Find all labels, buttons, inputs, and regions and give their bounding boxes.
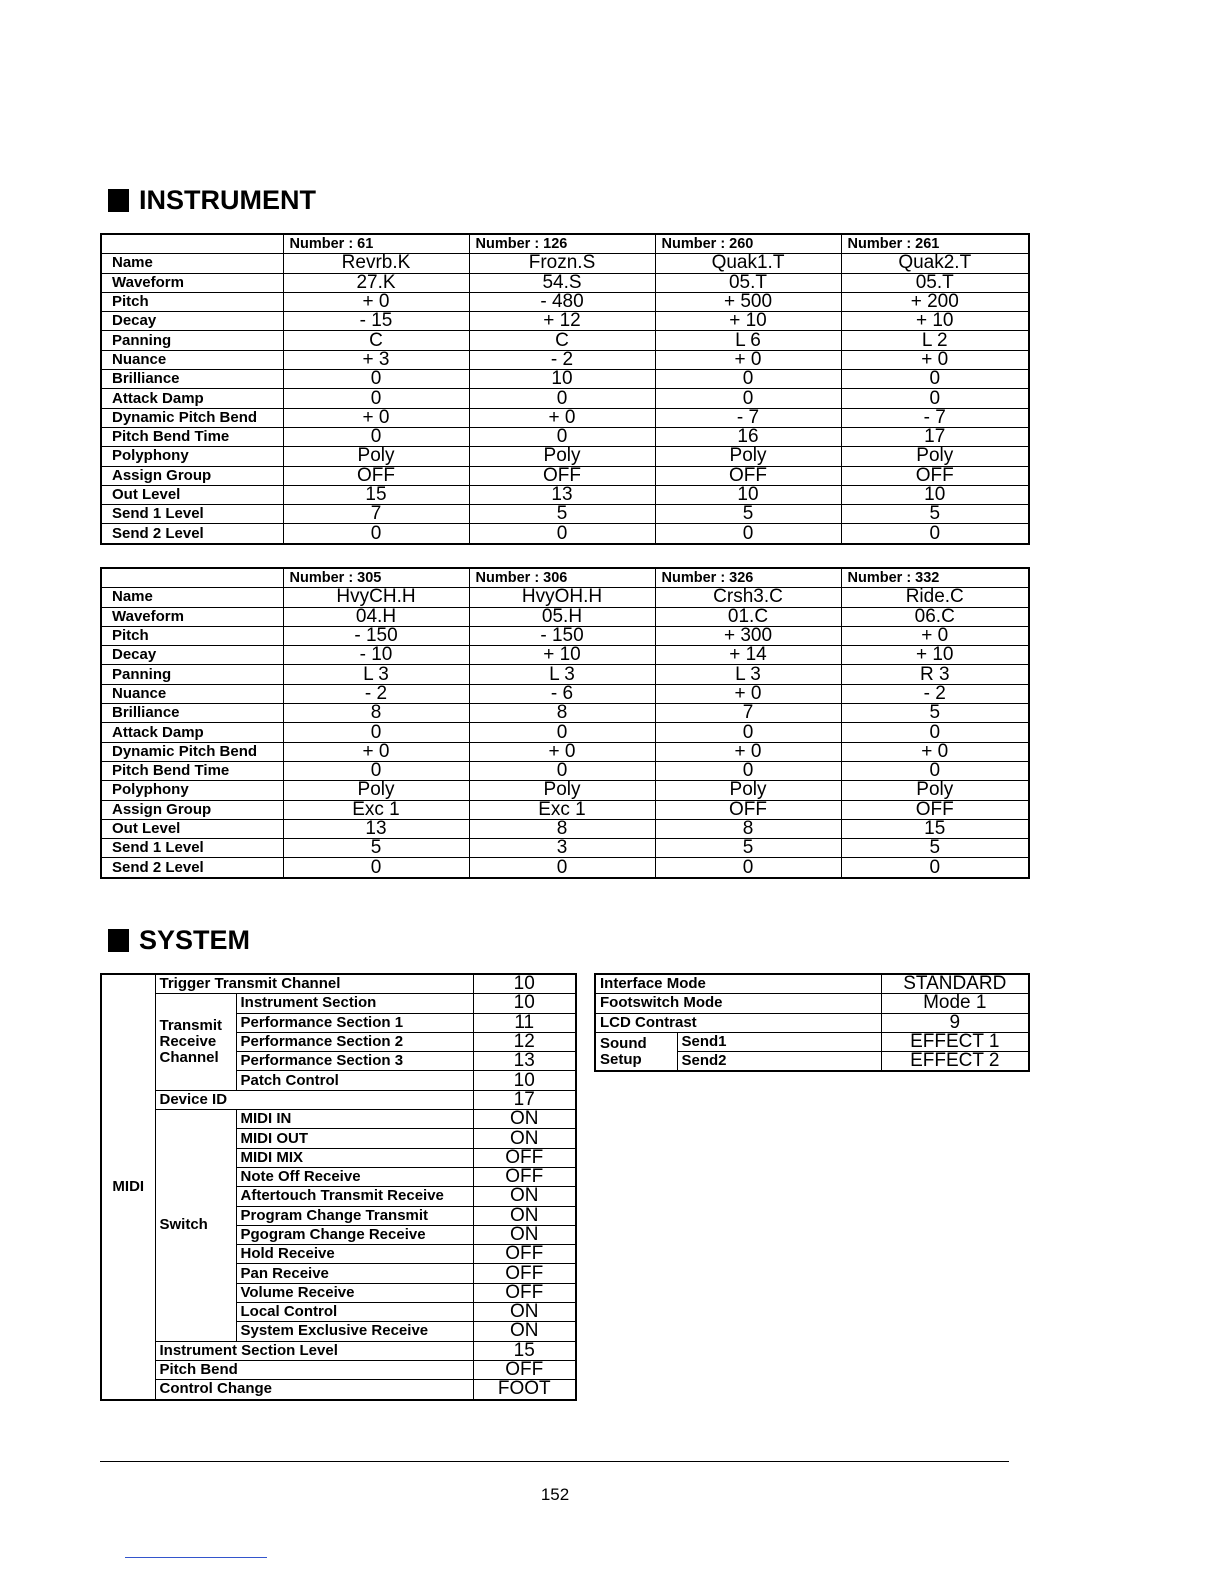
setting-label: Device ID: [155, 1090, 473, 1109]
table-row: [595, 1013, 1029, 1032]
table-row: [101, 408, 1029, 427]
table-row: [101, 607, 1029, 626]
sound-setup-group: Sound Setup: [595, 1032, 677, 1071]
parameter-value: Crsh3.C: [655, 588, 841, 607]
parameter-label: Dynamic Pitch Bend: [101, 408, 283, 427]
midi-settings-table: [100, 973, 577, 1401]
parameter-label: Decay: [101, 312, 283, 331]
parameter-value: 27.K: [283, 273, 469, 292]
table-row: [101, 704, 1029, 723]
parameter-value: - 7: [655, 408, 841, 427]
parameter-label: Name: [101, 254, 283, 273]
parameter-value: 7: [655, 704, 841, 723]
setting-label: Interface Mode: [595, 974, 881, 994]
setting-value: 13: [473, 1052, 576, 1071]
setting-value: FOOT: [473, 1380, 576, 1400]
table-row: [101, 1341, 576, 1360]
parameter-value: 8: [469, 704, 655, 723]
setting-label: Volume Receive: [236, 1283, 473, 1302]
parameter-value: - 10: [283, 646, 469, 665]
parameter-label: Decay: [101, 646, 283, 665]
parameter-value: + 500: [655, 292, 841, 311]
table-row: [101, 466, 1029, 485]
parameter-value: 0: [841, 858, 1029, 878]
setting-value: ON: [473, 1303, 576, 1322]
parameter-label: Pitch: [101, 626, 283, 645]
parameter-value: R 3: [841, 665, 1029, 684]
page-number: 152: [540, 1485, 570, 1504]
column-number-header: Number : 326: [655, 568, 841, 588]
setting-label: Footswitch Mode: [595, 994, 881, 1013]
parameter-value: C: [283, 331, 469, 350]
column-number-header: Number : 305: [283, 568, 469, 588]
parameter-value: 15: [283, 485, 469, 504]
table-row: [101, 723, 1029, 742]
table-row: [101, 331, 1029, 350]
parameter-label: Polyphony: [101, 781, 283, 800]
parameter-value: - 7: [841, 408, 1029, 427]
bottom-link-rule: [125, 1557, 267, 1558]
parameter-value: 0: [283, 723, 469, 742]
parameter-value: - 15: [283, 312, 469, 331]
table-row: [101, 994, 576, 1013]
parameter-value: 13: [283, 819, 469, 838]
setting-label: Instrument Section: [236, 994, 473, 1013]
setting-value: 11: [473, 1013, 576, 1032]
parameter-value: Exc 1: [469, 800, 655, 819]
table-row: [101, 312, 1029, 331]
parameter-value: - 480: [469, 292, 655, 311]
setting-label: Send2: [677, 1052, 881, 1072]
parameter-value: Poly: [655, 447, 841, 466]
parameter-value: OFF: [841, 800, 1029, 819]
parameter-value: 54.S: [469, 273, 655, 292]
parameter-value: Ride.C: [841, 588, 1029, 607]
parameter-value: 04.H: [283, 607, 469, 626]
corner-cell: [101, 234, 283, 254]
column-number-header: Number : 306: [469, 568, 655, 588]
parameter-value: + 0: [469, 742, 655, 761]
setting-label: Pan Receive: [236, 1264, 473, 1283]
table-row: [101, 1110, 576, 1129]
setting-label: Program Change Transmit: [236, 1206, 473, 1225]
midi-group-label: MIDI: [101, 974, 155, 1400]
parameter-value: Poly: [469, 447, 655, 466]
table-row: [101, 485, 1029, 504]
setting-label: Performance Section 1: [236, 1013, 473, 1032]
table-row: [101, 800, 1029, 819]
parameter-value: Quak1.T: [655, 254, 841, 273]
parameter-value: 0: [283, 389, 469, 408]
setting-value: ON: [473, 1129, 576, 1148]
parameter-value: HvyCH.H: [283, 588, 469, 607]
instrument-table-2: [100, 567, 1030, 879]
parameter-value: - 150: [469, 626, 655, 645]
table-row: [101, 350, 1029, 369]
table-row: [101, 427, 1029, 446]
table-row: [101, 974, 576, 994]
parameter-value: 0: [283, 858, 469, 878]
parameter-value: 0: [655, 858, 841, 878]
setting-value: OFF: [473, 1360, 576, 1379]
transmit-receive-channel-group: Transmit Receive Channel: [155, 994, 236, 1090]
setting-value: ON: [473, 1206, 576, 1225]
setting-label: Pitch Bend: [155, 1360, 473, 1379]
setting-label: Patch Control: [236, 1071, 473, 1090]
setting-label: Pgogram Change Receive: [236, 1225, 473, 1244]
parameter-label: Panning: [101, 331, 283, 350]
instrument-title-text: INSTRUMENT: [139, 185, 316, 215]
parameter-value: + 3: [283, 350, 469, 369]
parameter-label: Waveform: [101, 273, 283, 292]
parameter-value: - 150: [283, 626, 469, 645]
parameter-value: 0: [841, 723, 1029, 742]
setting-label: MIDI OUT: [236, 1129, 473, 1148]
table-row: [101, 1090, 576, 1109]
parameter-value: 0: [469, 761, 655, 780]
parameter-value: 5: [841, 704, 1029, 723]
setting-value: EFFECT 1: [881, 1032, 1029, 1051]
table-row: [101, 447, 1029, 466]
setting-value: 12: [473, 1032, 576, 1051]
parameter-label: Nuance: [101, 350, 283, 369]
header-row: [101, 568, 1029, 588]
parameter-value: L 3: [655, 665, 841, 684]
table-row: [101, 254, 1029, 273]
parameter-value: 7: [283, 505, 469, 524]
setting-value: OFF: [473, 1148, 576, 1167]
instrument-title: [108, 185, 316, 215]
table-row: [101, 684, 1029, 703]
parameter-value: 05.T: [841, 273, 1029, 292]
parameter-label: Polyphony: [101, 447, 283, 466]
parameter-value: + 0: [841, 742, 1029, 761]
parameter-value: 8: [655, 819, 841, 838]
parameter-value: 0: [655, 389, 841, 408]
parameter-label: Brilliance: [101, 704, 283, 723]
setting-label: Send1: [677, 1032, 881, 1051]
parameter-label: Send 1 Level: [101, 505, 283, 524]
setting-label: MIDI MIX: [236, 1148, 473, 1167]
table-row: [101, 1380, 576, 1400]
parameter-label: Name: [101, 588, 283, 607]
parameter-value: 0: [841, 389, 1029, 408]
table-row: [101, 742, 1029, 761]
parameter-value: L 2: [841, 331, 1029, 350]
parameter-value: 05.H: [469, 607, 655, 626]
table-row: [101, 626, 1029, 645]
parameter-value: L 3: [283, 665, 469, 684]
parameter-value: 8: [469, 819, 655, 838]
parameter-value: + 0: [841, 350, 1029, 369]
parameter-value: L 6: [655, 331, 841, 350]
square-bullet-icon: [108, 929, 129, 952]
table-row: [101, 370, 1029, 389]
parameter-label: Out Level: [101, 819, 283, 838]
parameter-value: 0: [655, 761, 841, 780]
parameter-value: 5: [655, 839, 841, 858]
parameter-label: Nuance: [101, 684, 283, 703]
table-row: [101, 781, 1029, 800]
setting-label: Performance Section 3: [236, 1052, 473, 1071]
table-row: [101, 273, 1029, 292]
setting-label: LCD Contrast: [595, 1013, 881, 1032]
setting-value: ON: [473, 1225, 576, 1244]
parameter-value: 15: [841, 819, 1029, 838]
parameter-value: Poly: [841, 447, 1029, 466]
parameter-label: Attack Damp: [101, 723, 283, 742]
table-row: [101, 588, 1029, 607]
parameter-value: + 0: [841, 626, 1029, 645]
parameter-value: C: [469, 331, 655, 350]
switch-group: Switch: [155, 1110, 236, 1342]
parameter-value: 3: [469, 839, 655, 858]
parameter-value: + 0: [283, 742, 469, 761]
parameter-label: Pitch Bend Time: [101, 427, 283, 446]
parameter-label: Brilliance: [101, 370, 283, 389]
setting-value: EFFECT 2: [881, 1052, 1029, 1072]
parameter-value: OFF: [841, 466, 1029, 485]
setting-value: OFF: [473, 1245, 576, 1264]
parameter-value: Poly: [469, 781, 655, 800]
parameter-value: OFF: [655, 800, 841, 819]
parameter-value: + 10: [655, 312, 841, 331]
setting-value: 10: [473, 994, 576, 1013]
parameter-value: 0: [283, 761, 469, 780]
parameter-value: HvyOH.H: [469, 588, 655, 607]
square-bullet-icon: [108, 189, 129, 212]
instrument-table-1: [100, 233, 1030, 545]
setting-value: OFF: [473, 1167, 576, 1186]
parameter-value: Poly: [841, 781, 1029, 800]
setting-label: Note Off Receive: [236, 1167, 473, 1186]
setting-value: STANDARD: [881, 974, 1029, 994]
column-number-header: Number : 61: [283, 234, 469, 254]
parameter-label: Dynamic Pitch Bend: [101, 742, 283, 761]
parameter-value: 10: [841, 485, 1029, 504]
parameter-value: 0: [841, 370, 1029, 389]
parameter-value: + 0: [469, 408, 655, 427]
parameter-value: - 2: [469, 350, 655, 369]
parameter-value: 17: [841, 427, 1029, 446]
parameter-value: Quak2.T: [841, 254, 1029, 273]
parameter-value: 5: [841, 839, 1029, 858]
parameter-value: 01.C: [655, 607, 841, 626]
setting-value: 9: [881, 1013, 1029, 1032]
setting-value: OFF: [473, 1283, 576, 1302]
table-row: [101, 819, 1029, 838]
parameter-value: 8: [283, 704, 469, 723]
parameter-value: + 0: [283, 408, 469, 427]
parameter-value: + 14: [655, 646, 841, 665]
parameter-label: Assign Group: [101, 466, 283, 485]
parameter-value: 0: [283, 524, 469, 544]
setting-value: ON: [473, 1322, 576, 1341]
parameter-value: 0: [283, 370, 469, 389]
column-number-header: Number : 260: [655, 234, 841, 254]
setting-label: MIDI IN: [236, 1110, 473, 1129]
table-row: [595, 1032, 1029, 1051]
parameter-label: Send 2 Level: [101, 524, 283, 544]
parameter-label: Out Level: [101, 485, 283, 504]
setting-value: 10: [473, 974, 576, 994]
setting-value: 15: [473, 1341, 576, 1360]
header-row: [101, 234, 1029, 254]
parameter-value: 0: [655, 524, 841, 544]
setting-value: 10: [473, 1071, 576, 1090]
parameter-value: + 0: [655, 684, 841, 703]
parameter-label: Send 2 Level: [101, 858, 283, 878]
setting-label: Control Change: [155, 1380, 473, 1400]
setting-label: Aftertouch Transmit Receive: [236, 1187, 473, 1206]
parameter-value: 10: [655, 485, 841, 504]
parameter-label: Assign Group: [101, 800, 283, 819]
setting-value: OFF: [473, 1264, 576, 1283]
table-row: [101, 665, 1029, 684]
parameter-value: 0: [841, 761, 1029, 780]
parameter-value: 5: [841, 505, 1029, 524]
setting-value: ON: [473, 1187, 576, 1206]
parameter-value: - 2: [283, 684, 469, 703]
parameter-value: + 10: [841, 646, 1029, 665]
setting-label: Instrument Section Level: [155, 1341, 473, 1360]
parameter-value: 0: [469, 524, 655, 544]
setting-label: System Exclusive Receive: [236, 1322, 473, 1341]
table-row: [101, 1360, 576, 1379]
parameter-label: Send 1 Level: [101, 839, 283, 858]
parameter-value: - 6: [469, 684, 655, 703]
table-row: [101, 524, 1029, 544]
setting-value: Mode 1: [881, 994, 1029, 1013]
parameter-value: + 10: [841, 312, 1029, 331]
parameter-label: Pitch: [101, 292, 283, 311]
parameter-value: 06.C: [841, 607, 1029, 626]
setting-label: Hold Receive: [236, 1245, 473, 1264]
parameter-label: Pitch Bend Time: [101, 761, 283, 780]
column-number-header: Number : 126: [469, 234, 655, 254]
parameter-value: Exc 1: [283, 800, 469, 819]
parameter-value: 05.T: [655, 273, 841, 292]
system-setup-table: [594, 973, 1030, 1072]
parameter-value: 0: [655, 370, 841, 389]
setting-value: 17: [473, 1090, 576, 1109]
footer-rule: [100, 1461, 1009, 1462]
parameter-value: Poly: [283, 781, 469, 800]
parameter-value: L 3: [469, 665, 655, 684]
table-row: [101, 292, 1029, 311]
setting-label: Local Control: [236, 1303, 473, 1322]
parameter-value: Poly: [655, 781, 841, 800]
parameter-value: OFF: [469, 466, 655, 485]
corner-cell: [101, 568, 283, 588]
parameter-value: 0: [283, 427, 469, 446]
parameter-value: Poly: [283, 447, 469, 466]
setting-value: ON: [473, 1110, 576, 1129]
table-row: [595, 994, 1029, 1013]
system-title: [108, 925, 250, 955]
parameter-label: Waveform: [101, 607, 283, 626]
setting-label: Trigger Transmit Channel: [155, 974, 473, 994]
parameter-value: 0: [469, 723, 655, 742]
parameter-value: Revrb.K: [283, 254, 469, 273]
parameter-value: 5: [655, 505, 841, 524]
table-row: [101, 858, 1029, 878]
parameter-value: 13: [469, 485, 655, 504]
column-number-header: Number : 261: [841, 234, 1029, 254]
parameter-value: + 200: [841, 292, 1029, 311]
parameter-label: Attack Damp: [101, 389, 283, 408]
parameter-value: 10: [469, 370, 655, 389]
parameter-value: 0: [841, 524, 1029, 544]
parameter-value: + 0: [655, 742, 841, 761]
parameter-value: + 0: [655, 350, 841, 369]
setting-label: Performance Section 2: [236, 1032, 473, 1051]
parameter-value: 0: [655, 723, 841, 742]
table-row: [101, 646, 1029, 665]
table-row: [101, 389, 1029, 408]
parameter-value: 16: [655, 427, 841, 446]
parameter-value: + 12: [469, 312, 655, 331]
parameter-value: + 300: [655, 626, 841, 645]
parameter-value: + 0: [283, 292, 469, 311]
parameter-value: 5: [469, 505, 655, 524]
parameter-value: OFF: [283, 466, 469, 485]
parameter-value: 0: [469, 858, 655, 878]
parameter-value: Frozn.S: [469, 254, 655, 273]
parameter-value: - 2: [841, 684, 1029, 703]
table-row: [101, 761, 1029, 780]
table-row: [595, 974, 1029, 994]
table-row: [101, 505, 1029, 524]
parameter-value: + 10: [469, 646, 655, 665]
parameter-value: 0: [469, 427, 655, 446]
parameter-value: 5: [283, 839, 469, 858]
parameter-value: OFF: [655, 466, 841, 485]
parameter-label: Panning: [101, 665, 283, 684]
column-number-header: Number : 332: [841, 568, 1029, 588]
table-row: [101, 839, 1029, 858]
system-title-text: SYSTEM: [139, 925, 251, 955]
parameter-value: 0: [469, 389, 655, 408]
